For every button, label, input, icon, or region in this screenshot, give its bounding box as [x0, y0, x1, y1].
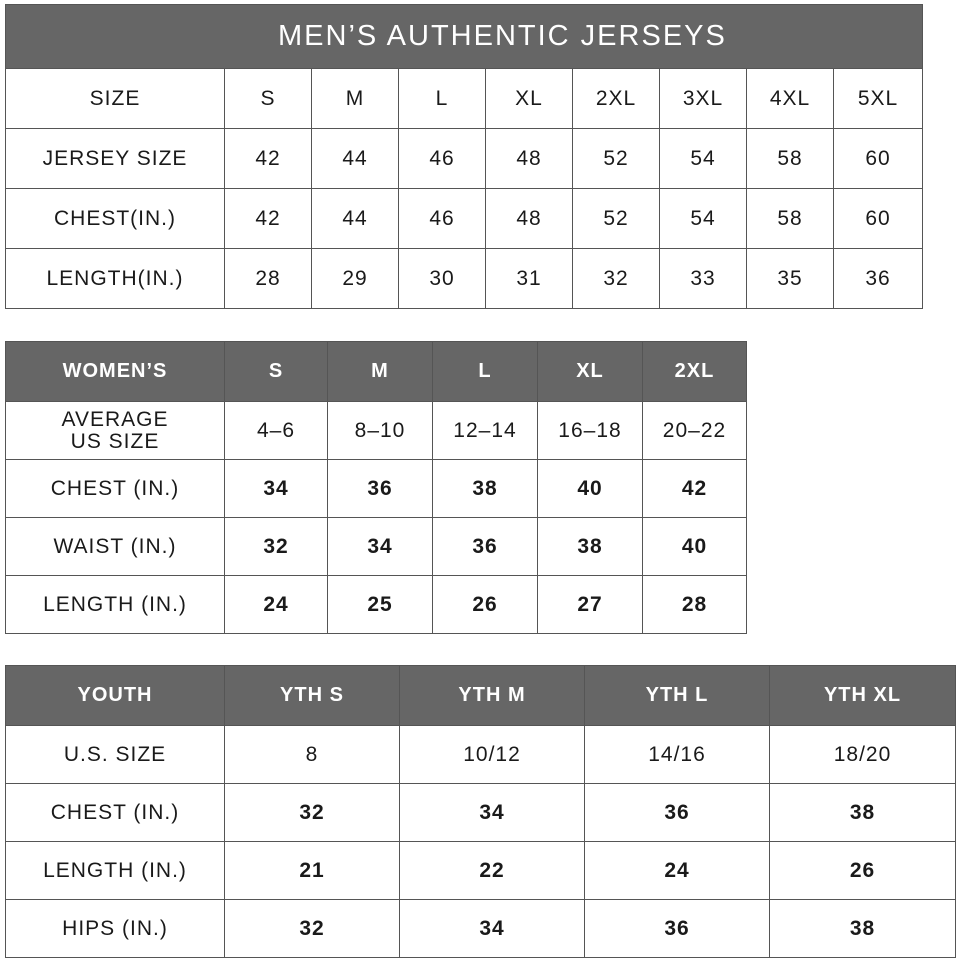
youth-row-label: U.S. SIZE	[6, 726, 225, 784]
mens-size-l: L	[399, 69, 486, 129]
table-cell: 14/16	[585, 726, 770, 784]
mens-size-3xl: 3XL	[660, 69, 747, 129]
table-cell: 4–6	[225, 402, 328, 460]
mens-size-2xl: 2XL	[573, 69, 660, 129]
table-cell: 42	[643, 460, 747, 518]
table-cell: 48	[486, 189, 573, 249]
womens-row-label: LENGTH (IN.)	[6, 576, 225, 634]
womens-average-us-size-label: AVERAGE US SIZE	[61, 407, 169, 453]
table-cell: 8	[225, 726, 400, 784]
table-cell: 8–10	[328, 402, 433, 460]
table-cell: 33	[660, 249, 747, 309]
table-cell: 58	[747, 189, 834, 249]
youth-row-label: CHEST (IN.)	[6, 784, 225, 842]
table-cell: 29	[312, 249, 399, 309]
table-row	[6, 129, 923, 189]
table-cell: 40	[643, 518, 747, 576]
table-cell: 60	[834, 189, 923, 249]
table-row	[6, 189, 923, 249]
table-cell: 42	[225, 129, 312, 189]
youth-size-s: YTH S	[225, 666, 400, 726]
table-cell: 32	[225, 784, 400, 842]
table-cell: 34	[400, 900, 585, 958]
table-cell: 46	[399, 129, 486, 189]
table-cell: 38	[770, 784, 956, 842]
table-cell: 24	[585, 842, 770, 900]
table-cell: 54	[660, 189, 747, 249]
mens-size-s: S	[225, 69, 312, 129]
table-cell: 20–22	[643, 402, 747, 460]
youth-row-label: HIPS (IN.)	[6, 900, 225, 958]
table-cell: 36	[834, 249, 923, 309]
table-cell: 26	[770, 842, 956, 900]
table-cell: 42	[225, 189, 312, 249]
table-cell: 10/12	[400, 726, 585, 784]
table-cell: 44	[312, 189, 399, 249]
table-cell: 36	[585, 784, 770, 842]
table-row	[6, 249, 923, 309]
mens-row-label: LENGTH(IN.)	[6, 249, 225, 309]
table-row	[6, 460, 747, 518]
table-cell: 36	[585, 900, 770, 958]
table-cell: 28	[225, 249, 312, 309]
youth-size-xl: YTH XL	[770, 666, 956, 726]
table-cell: 27	[538, 576, 643, 634]
table-cell: 32	[225, 518, 328, 576]
table-row	[6, 726, 956, 784]
table-cell: 38	[770, 900, 956, 958]
table-cell: 32	[573, 249, 660, 309]
womens-header-row	[6, 342, 747, 402]
youth-header-row	[6, 666, 956, 726]
womens-size-l: L	[433, 342, 538, 402]
table-cell: 22	[400, 842, 585, 900]
mens-size-header-row	[6, 69, 923, 129]
table-cell: 32	[225, 900, 400, 958]
womens-header-label: WOMEN’S	[6, 342, 225, 402]
table-cell: 36	[433, 518, 538, 576]
mens-size-5xl: 5XL	[834, 69, 923, 129]
youth-header-label: YOUTH	[6, 666, 225, 726]
table-row	[6, 518, 747, 576]
table-cell: 52	[573, 189, 660, 249]
womens-row-label: CHEST (IN.)	[6, 460, 225, 518]
table-cell: 30	[399, 249, 486, 309]
youth-size-m: YTH M	[400, 666, 585, 726]
table-cell: 25	[328, 576, 433, 634]
table-cell: 46	[399, 189, 486, 249]
womens-size-xl: XL	[538, 342, 643, 402]
mens-size-xl: XL	[486, 69, 573, 129]
mens-title-row	[6, 5, 923, 69]
table-cell: 12–14	[433, 402, 538, 460]
table-cell: 40	[538, 460, 643, 518]
womens-size-m: M	[328, 342, 433, 402]
table-row	[6, 576, 747, 634]
table-row	[6, 784, 956, 842]
womens-size-s: S	[225, 342, 328, 402]
womens-size-table	[5, 341, 747, 634]
table-row	[6, 900, 956, 958]
table-cell: 38	[538, 518, 643, 576]
table-cell: 34	[400, 784, 585, 842]
mens-row-label: SIZE	[6, 69, 225, 129]
table-cell: 36	[328, 460, 433, 518]
table-cell: 44	[312, 129, 399, 189]
table-cell: 34	[328, 518, 433, 576]
mens-size-4xl: 4XL	[747, 69, 834, 129]
mens-size-m: M	[312, 69, 399, 129]
womens-size-2xl: 2XL	[643, 342, 747, 402]
table-cell: 48	[486, 129, 573, 189]
mens-row-label: JERSEY SIZE	[6, 129, 225, 189]
table-cell: 58	[747, 129, 834, 189]
table-cell: 16–18	[538, 402, 643, 460]
youth-size-l: YTH L	[585, 666, 770, 726]
mens-row-label: CHEST(IN.)	[6, 189, 225, 249]
table-cell: 18/20	[770, 726, 956, 784]
mens-table-title: MEN’S AUTHENTIC JERSEYS	[6, 5, 923, 69]
table-cell: 35	[747, 249, 834, 309]
table-cell: 60	[834, 129, 923, 189]
womens-row-label: WAIST (IN.)	[6, 518, 225, 576]
womens-row-label	[6, 402, 225, 460]
table-cell: 21	[225, 842, 400, 900]
table-cell: 31	[486, 249, 573, 309]
table-cell: 52	[573, 129, 660, 189]
table-cell: 54	[660, 129, 747, 189]
table-cell: 24	[225, 576, 328, 634]
table-cell: 28	[643, 576, 747, 634]
mens-size-table	[5, 4, 923, 309]
table-row	[6, 842, 956, 900]
youth-row-label: LENGTH (IN.)	[6, 842, 225, 900]
table-cell: 38	[433, 460, 538, 518]
table-cell: 34	[225, 460, 328, 518]
table-row	[6, 402, 747, 460]
youth-size-table	[5, 665, 956, 958]
table-cell: 26	[433, 576, 538, 634]
